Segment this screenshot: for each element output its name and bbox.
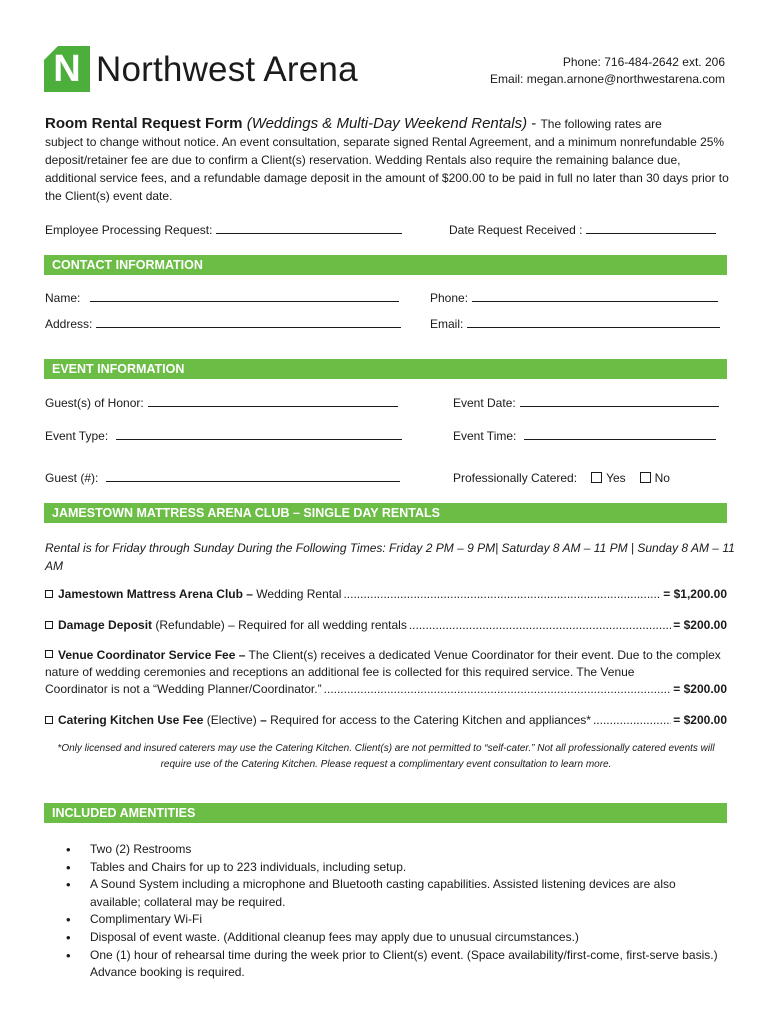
phone-line[interactable] — [472, 290, 718, 302]
dot-leader — [343, 586, 661, 603]
event-type-field[interactable] — [45, 428, 402, 444]
venue-coordinator-price-row — [45, 681, 727, 698]
event-date-line[interactable] — [520, 395, 719, 407]
form-intro: subject to change without notice. An event consultation, separate signed Rental Agreement, and a minimum nonrefundable 25% deposit/retainer fee are due to confirm a Client(s) reservation. Wedding Rentals also require the remaining balance due, additional service fees, and a refundable damage deposit in the amount of $200.00 to be paid in full no later than 30 days prior to the Client(s) event date. — [45, 135, 729, 203]
rental-times-note: Rental is for Friday through Sunday During the Following Times: Friday 2 PM – 9 PM| Saturday 8 AM – 11 PM | Sunday 8 AM – 11 AM — [45, 541, 735, 573]
price-item-title: Catering Kitchen Use Fee — [58, 713, 204, 727]
form-title-bold: Room Rental Request Form — [45, 115, 243, 132]
address-field[interactable] — [45, 316, 401, 332]
price-item-price: = $200.00 — [673, 618, 727, 632]
employee-processing-line[interactable] — [216, 222, 402, 234]
amenities-list — [66, 841, 726, 982]
email-field[interactable] — [430, 316, 720, 332]
event-type-line[interactable] — [116, 428, 402, 440]
price-item-price: = $200.00 — [673, 682, 727, 696]
form-title — [45, 115, 735, 133]
price-item-title: Damage Deposit — [58, 618, 153, 632]
bullet-square-icon — [45, 650, 53, 658]
logo-letter: N — [53, 48, 81, 90]
price-item-text: (Refundable) – Required for all wedding rentals — [152, 618, 407, 632]
price-item-title: Jamestown Mattress Arena Club – — [58, 587, 253, 601]
guest-count-field[interactable] — [45, 470, 400, 486]
price-item-price: = $200.00 — [673, 713, 727, 727]
list-item: • Complimentary Wi-Fi — [66, 911, 726, 929]
price-item-text-3: Required for access to the Catering Kitchen and appliances* — [266, 713, 591, 727]
guests-of-honor-line[interactable] — [148, 395, 398, 407]
dot-leader — [593, 712, 671, 729]
form-title-dash: - — [527, 115, 541, 132]
price-item-wedding-rental — [45, 586, 727, 603]
date-received-line[interactable] — [586, 222, 716, 234]
date-received-label: Date Request Received : — [449, 223, 583, 237]
list-item: • A Sound System including a microphone and Bluetooth casting capabilities. Assisted listening devices are also available; collateral may be required. — [66, 876, 726, 911]
form-title-rest: The following rates are — [540, 117, 662, 131]
email-label: Email: — [430, 317, 464, 331]
list-item: • One (1) hour of rehearsal time during the week prior to Client(s) event. (Space availability/first-come, first-serve basis.) Advance booking is required. — [66, 947, 726, 982]
event-date-label: Event Date: — [453, 396, 516, 410]
price-item-text: The Client(s) receives a dedicated Venue Coordinator for their event. Due to the complex nature of wedding ceremonies and receptions an additional fee is collected for this required service. The Venue — [45, 648, 721, 679]
bullet-square-icon — [45, 590, 53, 598]
catered-yes-label: Yes — [606, 471, 626, 485]
guests-of-honor-label: Guest(s) of Honor: — [45, 396, 144, 410]
brand-name: Northwest Arena — [96, 50, 358, 89]
amenities-section-heading: INCLUDED AMENTITIES — [44, 803, 727, 823]
catered-no-label: No — [654, 471, 670, 485]
catered-label: Professionally Catered: — [453, 471, 578, 485]
event-time-line[interactable] — [524, 428, 716, 440]
price-item-text: Wedding Rental — [252, 587, 342, 601]
catered-yes-checkbox[interactable] — [591, 472, 602, 483]
event-type-label: Event Type: — [45, 429, 109, 443]
bullet-square-icon — [45, 716, 53, 724]
event-date-field[interactable] — [453, 395, 719, 411]
venue-coordinator-description — [45, 647, 727, 681]
guests-of-honor-field[interactable] — [45, 395, 398, 411]
event-section-heading: EVENT INFORMATION — [44, 359, 727, 379]
contact-email[interactable]: Email: megan.arnone@northwestarena.com — [490, 72, 725, 86]
bullet-square-icon — [45, 621, 53, 629]
event-time-label: Event Time: — [453, 429, 517, 443]
dot-leader — [409, 617, 671, 634]
price-item-dash: – — [260, 713, 267, 727]
email-line[interactable] — [467, 316, 720, 328]
contact-block — [490, 54, 725, 88]
address-label: Address: — [45, 317, 93, 331]
list-item: • Disposal of event waste. (Additional cleanup fees may apply due to unusual circumstances.) — [66, 929, 726, 947]
employee-processing-field[interactable] — [45, 222, 402, 238]
form-title-italic: (Weddings & Multi-Day Weekend Rentals) — [246, 115, 528, 132]
name-field[interactable] — [45, 290, 399, 306]
address-line[interactable] — [96, 316, 401, 328]
list-item: • Two (2) Restrooms — [66, 841, 726, 859]
list-item: • Tables and Chairs for up to 223 individuals, including setup. — [66, 859, 726, 877]
event-time-field[interactable] — [453, 428, 716, 444]
name-label: Name: — [45, 291, 81, 305]
catered-no-checkbox[interactable] — [640, 472, 651, 483]
catered-field — [453, 470, 670, 486]
price-item-price: = $1,200.00 — [663, 587, 727, 601]
phone-field[interactable] — [430, 290, 718, 306]
date-received-field[interactable] — [449, 222, 716, 238]
club-section-heading: JAMESTOWN MATTRESS ARENA CLUB – SINGLE DAY RENTALS — [44, 503, 727, 523]
guest-count-label: Guest (#): — [45, 471, 99, 485]
catering-footnote: *Only licensed and insured caterers may use the Catering Kitchen. Client(s) are not permitted to “self-cater.” Not all professionally catered events will require use of the Catering Kitchen. Please request a complimentary event consultation to learn more. — [57, 743, 715, 770]
price-item-catering-kitchen — [45, 712, 727, 729]
contact-phone: Phone: 716-484-2642 ext. 206 — [562, 55, 725, 69]
dot-leader — [324, 681, 672, 698]
phone-label: Phone: — [430, 291, 469, 305]
price-item-damage-deposit — [45, 617, 727, 634]
price-item-text: (Elective) — [203, 713, 261, 727]
price-item-text-2: Coordinator is not a “Wedding Planner/Coordinator.” — [45, 682, 322, 696]
name-line[interactable] — [90, 290, 399, 302]
employee-processing-label: Employee Processing Request: — [45, 223, 213, 237]
contact-section-heading: CONTACT INFORMATION — [44, 255, 727, 275]
guest-count-line[interactable] — [106, 470, 400, 482]
northwest-arena-logo-icon — [44, 46, 90, 92]
price-item-venue-coordinator — [45, 647, 727, 698]
price-item-title: Venue Coordinator Service Fee – — [58, 648, 246, 662]
